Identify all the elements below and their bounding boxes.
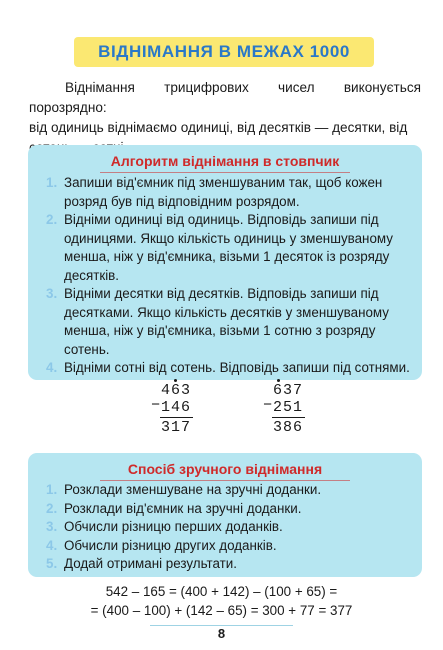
step-number: 2. <box>46 212 58 227</box>
difference: 317 <box>161 419 192 436</box>
step-line: менша, ніж у від'ємника, візьми 1 сотню з розряду <box>64 323 376 338</box>
step-line: Обчисли різницю перших доданків. <box>64 519 283 534</box>
intro-line: від одиниць віднімаємо одиниці, від десятків — десятки, від <box>29 120 408 135</box>
formula-line: = (400 – 100) + (142 – 65) = 300 + 77 = 377 <box>90 603 353 618</box>
step-line: одиницями. Якщо кількість одиниць у зменшуваному <box>64 230 393 246</box>
page-number: 8 <box>217 626 226 641</box>
step-number: 4. <box>46 360 58 375</box>
step-number: 1. <box>46 482 58 497</box>
method-step <box>46 537 410 556</box>
method-box <box>28 453 422 577</box>
step-number: 2. <box>46 500 58 516</box>
subtrahend: 146 <box>161 399 192 416</box>
method-step <box>46 500 410 519</box>
algorithm-step <box>46 174 410 211</box>
step-line: Розклади від'ємник на зручні доданки. <box>64 500 302 516</box>
method-step <box>46 518 410 537</box>
intro-line: Віднімання трицифрових чисел виконується порозрядно: <box>29 80 421 115</box>
minuend: 637 <box>273 382 304 399</box>
algorithm-step <box>46 359 410 378</box>
algorithm-step <box>46 211 410 285</box>
result-line <box>160 417 193 418</box>
step-line: Запиши від'ємник під зменшуваним так, щоб кожен <box>64 175 383 190</box>
title-banner <box>74 37 374 67</box>
minus-sign: − <box>263 397 273 414</box>
step-number: 3. <box>46 519 58 534</box>
step-number: 4. <box>46 537 58 553</box>
method-title: Спосіб зручного віднімання <box>28 461 422 481</box>
difference: 386 <box>273 419 304 436</box>
step-number: 3. <box>46 286 58 301</box>
step-line: Додай отримані результати. <box>64 556 237 571</box>
method-step <box>46 555 410 574</box>
step-line: Відніми одиниці від одиниць. Відповідь запиши під <box>64 212 379 227</box>
minus-sign: − <box>151 397 161 414</box>
algorithm-box <box>28 145 422 380</box>
step-line: Відніми сотні від сотень. Відповідь запиши під сотнями. <box>64 360 410 375</box>
step-number: 5. <box>46 556 58 571</box>
subtrahend: 251 <box>273 399 304 416</box>
step-line: сотень. <box>64 341 110 357</box>
minuend: 463 <box>161 382 192 399</box>
step-number: 1. <box>46 175 58 190</box>
step-line: Обчисли різницю других доданків. <box>64 537 277 553</box>
page-title: ВІДНІМАННЯ В МЕЖАХ 1000 <box>98 42 350 61</box>
formula-line: 542 – 165 = (400 + 142) – (100 + 65) = <box>105 584 338 599</box>
result-line <box>272 417 305 418</box>
step-line: Відніми десятки від десятків. Відповідь запиши під <box>64 286 379 301</box>
method-step <box>46 481 410 500</box>
step-line: десятків. <box>64 267 120 283</box>
step-line: розряд був під відповідним розрядом. <box>64 193 300 209</box>
step-line: Розклади зменшуване на зручні доданки. <box>64 482 322 497</box>
step-line: десятками. Якщо кількість десятків у зменшуваному <box>64 304 389 320</box>
algorithm-title: Алгоритм віднімання в стовпчик <box>28 153 422 173</box>
step-line: менша, ніж у від'ємника, візьми 1 десяток із розряду <box>64 249 390 264</box>
algorithm-step <box>46 285 410 359</box>
